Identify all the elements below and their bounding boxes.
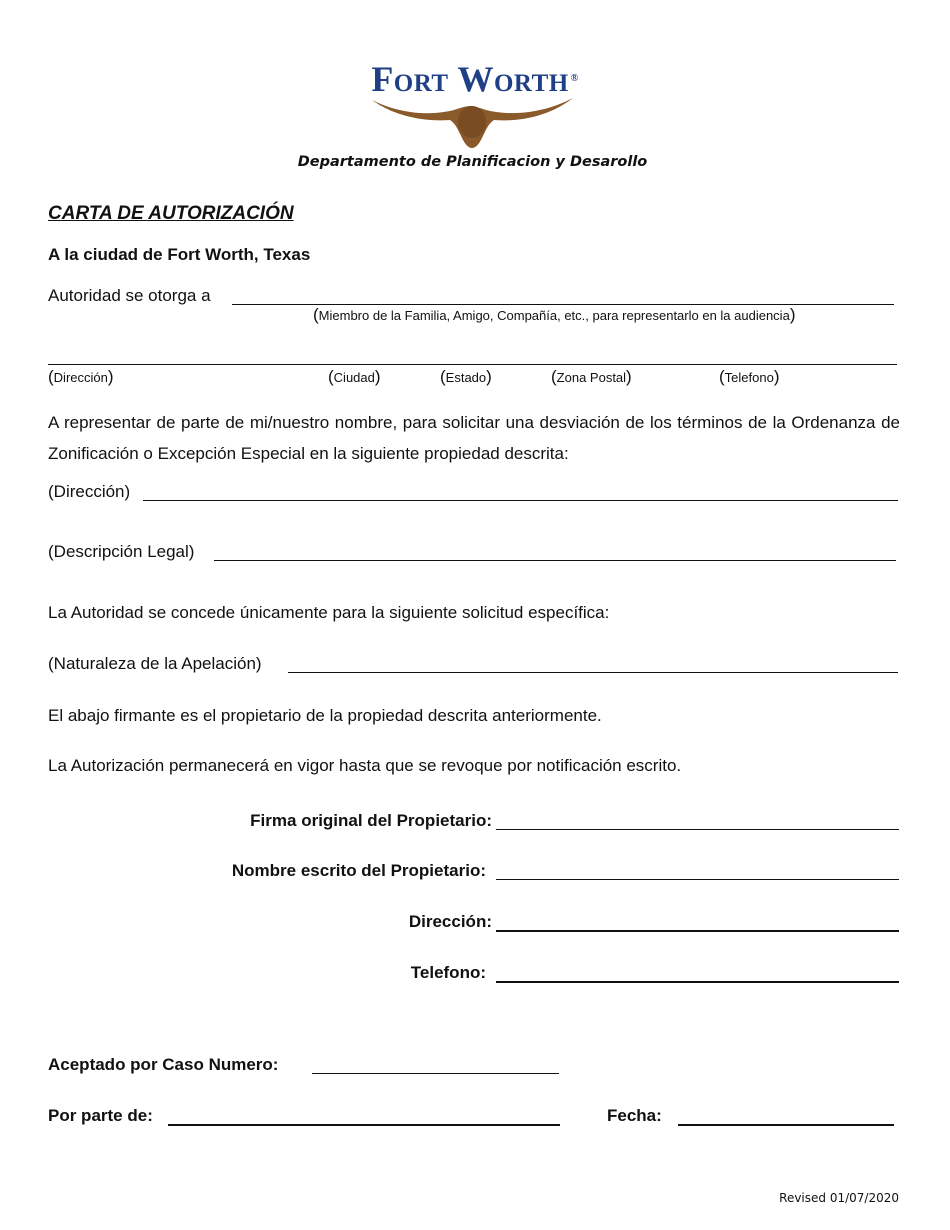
date-line[interactable] — [678, 1124, 894, 1126]
authority-label: Autoridad se otorga a — [48, 286, 211, 305]
case-number-label: Aceptado por Caso Numero: — [48, 1055, 279, 1074]
page-title: CARTA DE AUTORIZACIÓN — [48, 203, 294, 224]
date-label: Fecha: — [607, 1106, 662, 1125]
hint-telefono: (Telefono) — [719, 367, 780, 386]
owner-phone-line[interactable] — [496, 981, 899, 983]
case-number-line[interactable] — [312, 1073, 559, 1074]
hint-zona-postal: (Zona Postal) — [551, 367, 632, 386]
on-behalf-line[interactable] — [168, 1124, 560, 1126]
owner-address-line[interactable] — [496, 930, 899, 932]
hint-direccion-text: Dirección — [53, 370, 108, 385]
hint-telefono-text: Telefono — [724, 370, 774, 385]
representation-paragraph: A representar de parte de mi/nuestro nombre, para solicitar una desviación de los términos de la Ordenanza de Zonificación o Excepción Especial en la siguiente propiedad descrita: — [48, 413, 900, 463]
department-name: Departamento de Planificacion y Desarollo — [297, 154, 648, 170]
legal-description-line[interactable] — [214, 560, 896, 561]
hint-direccion: (Dirección) — [48, 367, 114, 386]
appeal-nature-line[interactable] — [288, 672, 898, 673]
owner-address-label: Dirección: — [408, 912, 492, 931]
on-behalf-label: Por parte de: — [48, 1106, 153, 1125]
representative-address-line[interactable] — [48, 364, 897, 365]
authority-hint: (Miembro de la Familia, Amigo, Compañía, etc., para representarlo en la audiencia) — [313, 305, 796, 324]
owner-signature-line[interactable] — [496, 829, 899, 830]
owner-statement: El abajo firmante es el propietario de la propiedad descrita anteriormente. — [48, 706, 602, 725]
authority-hint-text: Miembro de la Familia, Amigo, Compañía, etc., para representarlo en la audiencia — [318, 308, 790, 323]
owner-name-line[interactable] — [496, 879, 899, 880]
hint-ciudad-text: Ciudad — [333, 370, 375, 385]
hint-estado-text: Estado — [445, 370, 487, 385]
revised-date: Revised 01/07/2020 — [779, 1191, 899, 1205]
property-address-label: (Dirección) — [48, 482, 131, 501]
validity-statement: La Autorización permanecerá en vigor hasta que se revoque por notificación escrito. — [48, 756, 682, 775]
logo-wordmark: Fort Worth — [371, 59, 569, 99]
owner-name-label: Nombre escrito del Propietario: — [231, 861, 486, 880]
longhorn-logo-icon — [370, 92, 575, 152]
legal-description-label: (Descripción Legal) — [48, 542, 195, 561]
owner-signature-label: Firma original del Propietario: — [250, 811, 492, 830]
addressee: A la ciudad de Fort Worth, Texas — [48, 245, 311, 264]
appeal-nature-label: (Naturaleza de la Apelación) — [48, 654, 262, 673]
hint-zona-postal-text: Zona Postal — [556, 370, 627, 385]
hint-estado: (Estado) — [440, 367, 492, 386]
property-address-line[interactable] — [143, 500, 898, 501]
hint-ciudad: (Ciudad) — [328, 367, 381, 386]
specific-request-text: La Autoridad se concede únicamente para la siguiente solicitud específica: — [48, 603, 610, 622]
owner-phone-label: Telefono: — [410, 963, 486, 982]
registered-mark: ® — [570, 73, 579, 84]
